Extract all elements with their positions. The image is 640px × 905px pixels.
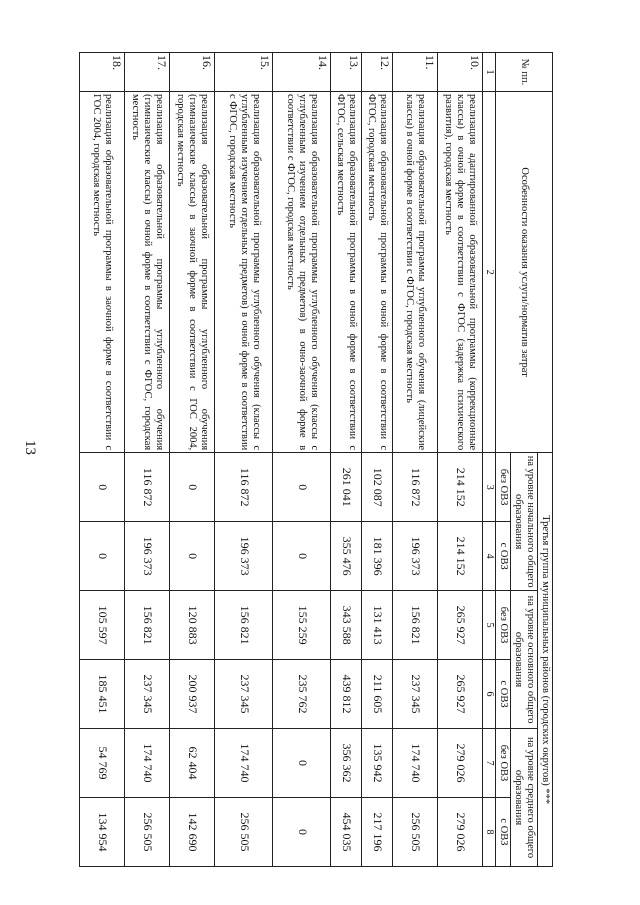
- row-index: 12.: [362, 53, 393, 92]
- row-value: 237 345: [125, 660, 170, 729]
- column-numbers-row: [483, 53, 496, 867]
- row-value: 0: [170, 453, 215, 522]
- row-value: 356 362: [331, 729, 362, 798]
- row-value: 174 740: [125, 729, 170, 798]
- column-number: 1: [483, 53, 496, 92]
- row-value: 217 196: [362, 797, 393, 866]
- row-index: 18.: [80, 53, 125, 92]
- row-value: 265 927: [438, 660, 483, 729]
- row-value: 237 345: [393, 660, 438, 729]
- column-number: 6: [483, 660, 496, 729]
- row-description: реализация образовательной программы углубленного обучения (гимназические классы) в очной форме в соответствии с ФГОС, городская местность: [125, 91, 170, 452]
- row-description: реализация адаптированной образовательной программы (коррекционные классы) в очной форме в соответствии с ФГОС (задержка психического развития), городская местность: [438, 91, 483, 452]
- row-value: 211 605: [362, 660, 393, 729]
- column-number: 8: [483, 797, 496, 866]
- row-value: 214 152: [438, 453, 483, 522]
- table-row: [170, 53, 215, 867]
- header-sub: без ОВЗ: [495, 591, 510, 660]
- row-value: 0: [273, 729, 331, 798]
- row-value: 102 087: [362, 453, 393, 522]
- table-row: [215, 53, 273, 867]
- row-value: 200 937: [170, 660, 215, 729]
- page-number: 13: [22, 440, 38, 455]
- row-description: реализация образовательной программы в заочной форме в соответствии с ГОС 2004, городская местность: [80, 91, 125, 452]
- header-level-basic: на уровне основного общего образования: [510, 591, 537, 729]
- row-value: 0: [273, 522, 331, 591]
- row-value: 105 597: [80, 591, 125, 660]
- column-number: 5: [483, 591, 496, 660]
- row-index: 10.: [438, 53, 483, 92]
- row-value: 0: [170, 522, 215, 591]
- row-index: 13.: [331, 53, 362, 92]
- row-value: 174 740: [393, 729, 438, 798]
- header-no: № пп.: [495, 53, 552, 92]
- table-body: [80, 53, 483, 867]
- row-value: 196 373: [215, 522, 273, 591]
- row-value: 116 872: [215, 453, 273, 522]
- row-description: реализация образовательной программы в очной форме в соответствии с ФГОС, сельская местность: [331, 91, 362, 452]
- table-row: [362, 53, 393, 867]
- row-value: 156 821: [393, 591, 438, 660]
- row-value: 174 740: [215, 729, 273, 798]
- row-value: 156 821: [125, 591, 170, 660]
- table-row: [438, 53, 483, 867]
- header-sub: с ОВЗ: [495, 660, 510, 729]
- row-index: 11.: [393, 53, 438, 92]
- header-level-secondary: на уровне среднего общего образования: [510, 729, 537, 867]
- cost-norms-table: [79, 52, 553, 867]
- column-number: 4: [483, 522, 496, 591]
- row-index: 16.: [170, 53, 215, 92]
- row-value: 196 373: [125, 522, 170, 591]
- row-value: 54 769: [80, 729, 125, 798]
- rotated-table-container: [93, 52, 553, 867]
- row-value: 185 451: [80, 660, 125, 729]
- row-value: 237 345: [215, 660, 273, 729]
- row-value: 134 954: [80, 797, 125, 866]
- row-description: реализация образовательной программы в очной форме в соответствии с ФГОС, городская местность: [362, 91, 393, 452]
- row-value: 142 690: [170, 797, 215, 866]
- row-value: 265 927: [438, 591, 483, 660]
- header-row-1: [537, 53, 552, 867]
- row-value: 261 041: [331, 453, 362, 522]
- row-value: 235 762: [273, 660, 331, 729]
- table-row: [331, 53, 362, 867]
- row-value: 256 505: [125, 797, 170, 866]
- row-value: 256 505: [393, 797, 438, 866]
- row-value: 181 396: [362, 522, 393, 591]
- row-value: 439 812: [331, 660, 362, 729]
- row-value: 196 373: [393, 522, 438, 591]
- row-value: 156 821: [215, 591, 273, 660]
- header-sub: с ОВЗ: [495, 797, 510, 866]
- row-value: 256 505: [215, 797, 273, 866]
- row-description: реализация образовательной программы углубленного обучения (классы с углубленным изучением отдельных предметов) в очно-заочной форме в соответствии с ФГОС, городская местность: [273, 91, 331, 452]
- row-index: 14.: [273, 53, 331, 92]
- row-value: 131 413: [362, 591, 393, 660]
- table-row: [273, 53, 331, 867]
- row-index: 17.: [125, 53, 170, 92]
- table-row: [125, 53, 170, 867]
- table-row: [393, 53, 438, 867]
- row-value: 0: [273, 453, 331, 522]
- header-group: Третья группа муниципальных районов (городских округов) ***: [537, 453, 552, 867]
- row-value: 62 404: [170, 729, 215, 798]
- row-value: 214 152: [438, 522, 483, 591]
- row-value: 279 026: [438, 729, 483, 798]
- row-value: 0: [80, 453, 125, 522]
- table-row: [80, 53, 125, 867]
- header-sub: без ОВЗ: [495, 729, 510, 798]
- row-description: реализация образовательной программы углубленного обучения (гимназические классы) в заочной форме в соответствии с ГОС 2004, городская местность: [170, 91, 215, 452]
- row-description: реализация образовательной программы углубленного обучения (лицейские классы) в очной форме в соответствии с ФГОС, городская местность: [393, 91, 438, 452]
- row-value: 0: [80, 522, 125, 591]
- column-number: 3: [483, 453, 496, 522]
- header-sub: с ОВЗ: [495, 522, 510, 591]
- row-value: 343 588: [331, 591, 362, 660]
- row-value: 279 026: [438, 797, 483, 866]
- row-value: 454 035: [331, 797, 362, 866]
- row-value: 155 259: [273, 591, 331, 660]
- row-value: 116 872: [393, 453, 438, 522]
- row-value: 355 476: [331, 522, 362, 591]
- column-number: 2: [483, 91, 496, 452]
- row-value: 0: [273, 797, 331, 866]
- header-feature: Особенности оказания услуги/норматив затрат: [495, 91, 552, 452]
- row-description: реализация образовательной программы углубленного обучения (классы с углубленным изучением отдельных предметов) в очной форме в соответствии с ФГОС, городская местность: [215, 91, 273, 452]
- column-number: 7: [483, 729, 496, 798]
- row-value: 116 872: [125, 453, 170, 522]
- header-level-primary: на уровне начального общего образования: [510, 453, 537, 591]
- row-value: 135 942: [362, 729, 393, 798]
- row-value: 120 883: [170, 591, 215, 660]
- row-index: 15.: [215, 53, 273, 92]
- header-sub: без ОВЗ: [495, 453, 510, 522]
